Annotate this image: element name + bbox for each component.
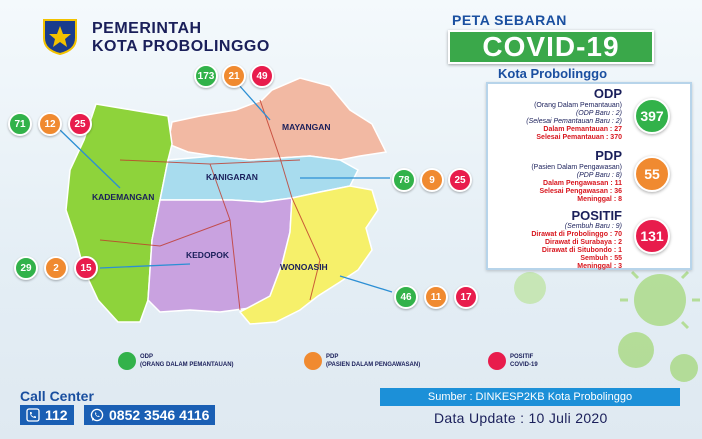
legend-pdp-line-1: PDP <box>326 354 339 360</box>
pdp-total-circle: 55 <box>634 156 670 192</box>
call-center-title: Call Center <box>20 388 94 404</box>
kanigaran-positif-badge: 25 <box>448 168 472 192</box>
legend-odp-line-2: (ORANG DALAM PEMANTAUAN) <box>140 362 234 368</box>
virus-icon <box>600 250 700 390</box>
odp-line-3: Dalam Pemantauan : 27 <box>543 126 622 133</box>
positif-line-5: Sembuh : 55 <box>580 255 622 262</box>
pdp-subtitle: (Pasien Dalam Pengawasan) <box>531 164 622 171</box>
wonoasih-odp-badge: 46 <box>394 285 418 309</box>
government-line-2: KOTA PROBOLINGGO <box>92 38 270 55</box>
legend-positif-dot <box>488 352 506 370</box>
legend-pdp-line-2: (PASIEN DALAM PENGAWASAN) <box>326 362 421 368</box>
legend-pdp-dot <box>304 352 322 370</box>
district-area-mayangan <box>168 78 386 160</box>
legend-odp-line-1: ODP <box>140 354 154 360</box>
emergency-number: 112 <box>45 407 68 423</box>
district-label-kanigaran: KANIGARAN <box>206 172 258 182</box>
legend-pdp-text <box>326 353 420 369</box>
kademangan-positif-badge: 25 <box>68 112 92 136</box>
kanigaran-odp-badge: 78 <box>392 168 416 192</box>
odp-line-2: (Selesai Pemantauan Baru : 2) <box>526 118 622 125</box>
positif-line-4: Dirawat di Situbondo : 1 <box>541 247 622 254</box>
covid-banner <box>448 30 654 64</box>
covid-title: COVID-19 <box>482 31 620 62</box>
source-box <box>380 388 680 406</box>
district-label-kedopok: KEDOPOK <box>186 250 229 260</box>
stats-panel <box>486 82 692 270</box>
odp-line-1: (ODP Baru : 2) <box>575 110 622 117</box>
positif-line-3: Dirawat di Surabaya : 2 <box>544 239 622 246</box>
mayangan-positif-badge: 49 <box>250 64 274 88</box>
positif-line-1: (Sembuh Baru : 9) <box>564 223 622 230</box>
kanigaran-pdp-badge: 9 <box>420 168 444 192</box>
district-label-mayangan: MAYANGAN <box>282 122 331 132</box>
emergency-number-box[interactable] <box>20 405 74 425</box>
district-map <box>0 60 460 380</box>
district-label-kademangan: KADEMANGAN <box>92 192 155 202</box>
kedopok-odp-badge: 29 <box>14 256 38 280</box>
district-label-wonoasih: WONOASIH <box>280 262 328 272</box>
whatsapp-icon <box>90 408 104 422</box>
odp-total-circle: 397 <box>634 98 670 134</box>
data-update-text: Data Update : 10 Juli 2020 <box>434 410 608 426</box>
pdp-line-2: Dalam Pengawasan : 11 <box>543 180 622 187</box>
government-title <box>92 20 270 56</box>
kademangan-odp-badge: 71 <box>8 112 32 136</box>
kedopok-positif-badge: 15 <box>74 256 98 280</box>
leader-line-wonoasih <box>340 276 392 292</box>
whatsapp-number: 0852 3546 4116 <box>109 407 210 423</box>
mayangan-pdp-badge: 21 <box>222 64 246 88</box>
positif-line-6: Meninggal : 3 <box>577 263 622 270</box>
positif-line-2: Dirawat di Probolinggo : 70 <box>531 231 622 238</box>
odp-title: ODP <box>593 86 622 101</box>
kedopok-pdp-badge: 2 <box>44 256 68 280</box>
pdp-line-4: Meninggal : 8 <box>577 196 622 203</box>
pdp-line-1: (PDP Baru : 8) <box>576 172 622 179</box>
odp-line-4: Selesai Pemantauan : 370 <box>536 134 622 141</box>
positif-title: POSITIF <box>571 208 622 223</box>
government-line-1: PEMERINTAH <box>92 20 202 37</box>
legend-positif-text <box>510 353 538 369</box>
city-emblem-icon <box>40 16 80 56</box>
kota-subtitle: Kota Probolinggo <box>498 66 608 81</box>
phone-icon <box>26 408 40 422</box>
kademangan-pdp-badge: 12 <box>38 112 62 136</box>
odp-subtitle: (Orang Dalam Pemantauan) <box>534 102 622 109</box>
legend-odp-dot <box>118 352 136 370</box>
pdp-line-3: Selesai Pengawasan : 36 <box>539 188 622 195</box>
wonoasih-positif-badge: 17 <box>454 285 478 309</box>
peta-title: PETA SEBARAN <box>452 12 567 28</box>
legend-positif-line-1: POSITIF <box>510 354 534 360</box>
wonoasih-pdp-badge: 11 <box>424 285 448 309</box>
source-text: Sumber : DINKESP2KB Kota Probolinggo <box>427 391 633 403</box>
legend-positif-line-2: COVID-19 <box>510 362 538 368</box>
legend-odp-text <box>140 353 234 369</box>
positif-total-circle: 131 <box>634 218 670 254</box>
pdp-title: PDP <box>595 148 622 163</box>
mayangan-odp-badge: 173 <box>194 64 218 88</box>
whatsapp-number-box[interactable] <box>84 405 215 425</box>
